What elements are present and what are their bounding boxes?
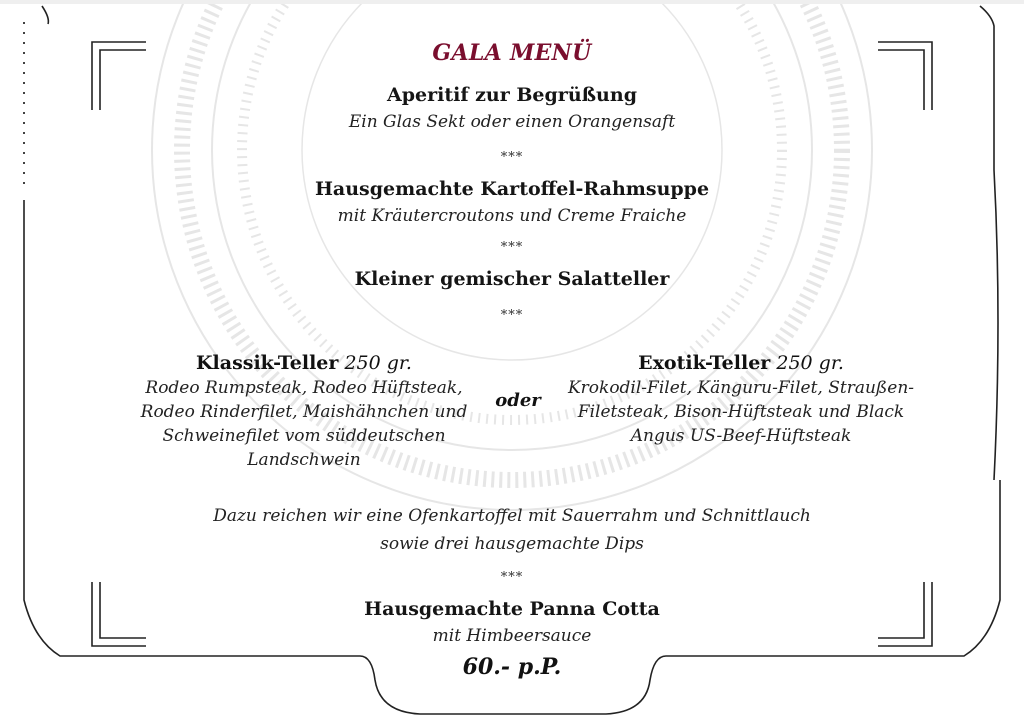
exotic-plate-line: Filetsteak, Bison-Hüftsteak und Black xyxy=(577,402,905,422)
soup-description: mit Kräutercroutons und Creme Fraiche xyxy=(337,206,687,226)
sides-line-1: Dazu reichen wir eine Ofenkartoffel mit Sauerrahm und Schnittlauch xyxy=(213,506,811,526)
classic-plate-description xyxy=(118,376,490,472)
classic-plate-name: Klassik-Teller xyxy=(196,352,339,374)
dessert-description: mit Himbeersauce xyxy=(432,626,592,646)
classic-plate-weight: 250 gr. xyxy=(344,352,412,374)
dessert-name: Hausgemachte Panna Cotta xyxy=(364,598,660,620)
classic-plate-line: Landschwein xyxy=(247,450,361,470)
classic-plate-line: Rodeo Rumpsteak, Rodeo Hüftsteak, xyxy=(145,378,463,398)
exotic-plate-description xyxy=(548,376,934,448)
separator: *** xyxy=(500,240,524,255)
aperitif-description: Ein Glas Sekt oder einen Orangensaft xyxy=(348,112,676,132)
exotic-plate-line: Angus US-Beef-Hüftsteak xyxy=(630,426,852,446)
soup-name: Hausgemachte Kartoffel-Rahmsuppe xyxy=(314,178,710,200)
exotic-plate-name: Exotik-Teller xyxy=(638,352,771,374)
aperitif-name: Aperitif zur Begrüßung xyxy=(387,84,637,106)
menu-title: GALA MENÜ xyxy=(432,40,592,66)
separator: *** xyxy=(500,150,524,165)
price: 60.- p.P. xyxy=(462,654,562,680)
exotic-plate-line: Krokodil-Filet, Känguru-Filet, Straußen- xyxy=(567,378,915,398)
exotic-plate-weight: 250 gr. xyxy=(776,352,844,374)
classic-plate-line: Schweinefilet vom süddeutschen xyxy=(162,426,446,446)
classic-plate-column xyxy=(118,350,490,472)
separator: *** xyxy=(500,570,524,585)
classic-plate-line: Rodeo Rinderfilet, Maishähnchen und xyxy=(140,402,468,422)
sides-line-2: sowie drei hausgemachte Dips xyxy=(380,534,644,554)
salad-name: Kleiner gemischer Salatteller xyxy=(354,268,670,290)
classic-plate-heading xyxy=(118,350,490,376)
separator: *** xyxy=(500,308,524,323)
or-label: oder xyxy=(495,390,541,411)
exotic-plate-heading xyxy=(548,350,934,376)
exotic-plate-column xyxy=(548,350,934,448)
